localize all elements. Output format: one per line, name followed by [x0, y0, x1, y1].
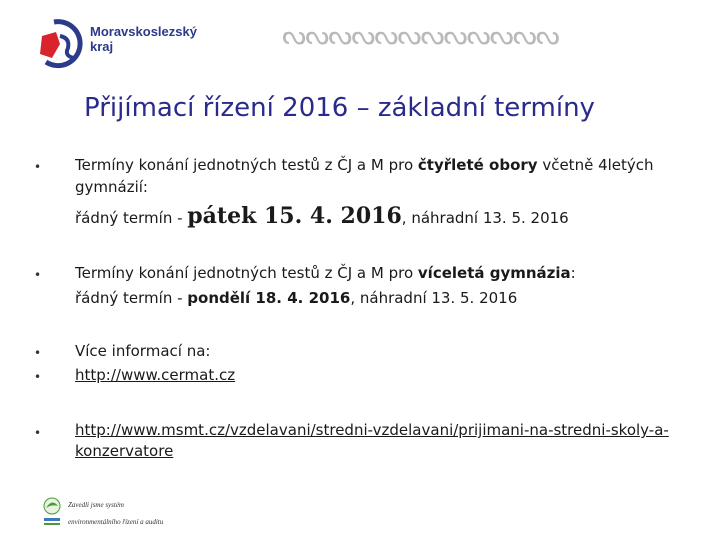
bullet-3a: • — [34, 346, 42, 360]
bullet-1: • — [34, 160, 42, 174]
item1-line3 — [75, 203, 569, 229]
item1-line3-date: pátek 15. 4. 2016 — [187, 203, 402, 229]
logo-text-line2: kraj — [90, 39, 114, 54]
item2-line2-text: řádný termín - — [75, 289, 188, 307]
msmt-link-line1[interactable]: http://www.msmt.cz/vzdelavani/stredni-vzdelavani/prijimani-na-stredni-skoly-a- — [75, 421, 669, 439]
logo-text-line1: Moravskoslezský — [90, 24, 197, 39]
decorative-wave-pattern: ᔓᔓᔓᔓᔓᔓᔓᔓᔓᔓᔓᔓ — [282, 20, 559, 51]
item2-line1-post: : — [570, 264, 576, 282]
item2-line1 — [75, 264, 576, 282]
item3-line1: Více informací na: — [75, 342, 211, 360]
kraj-emblem-icon — [34, 14, 94, 74]
item2-line2-post: , náhradní 13. 5. 2016 — [350, 289, 518, 307]
footer-line2: environmentálního řízení a auditu — [68, 518, 164, 526]
item2-line1-bold: víceletá gymnázia — [417, 264, 571, 282]
item2-line2 — [75, 289, 517, 307]
item1-line1-text: Termíny konání jednotných testů z ČJ a M pro — [75, 156, 418, 174]
item1-line2: gymnázií: — [75, 178, 148, 196]
item1-line1-bold: čtyřleté obory — [417, 156, 538, 174]
page-title: Přijímací řízení 2016 – základní termíny — [84, 93, 595, 123]
item2-line1-text: Termíny konání jednotných testů z ČJ a M pro — [75, 264, 418, 282]
emas-logo — [40, 496, 64, 528]
msmt-link-line2[interactable]: konzervatore — [75, 442, 174, 460]
item2-line2-bold: pondělí 18. 4. 2016 — [187, 289, 351, 307]
item1-line3-text: řádný termín - — [75, 209, 188, 227]
emas-leaf-icon — [40, 496, 64, 528]
bullet-2: • — [34, 268, 42, 282]
item1-line3-post: , náhradní 13. 5. 2016 — [401, 209, 569, 227]
cermat-link[interactable]: http://www.cermat.cz — [75, 366, 236, 384]
footer-line1: Zavedli jsme systém — [68, 501, 124, 509]
bullet-4: • — [34, 426, 42, 440]
moravskoslezsky-kraj-logo — [34, 14, 214, 74]
item1-line1-post: včetně 4letých — [537, 156, 654, 174]
bullet-3b: • — [34, 370, 42, 384]
item1-line1 — [75, 156, 654, 174]
